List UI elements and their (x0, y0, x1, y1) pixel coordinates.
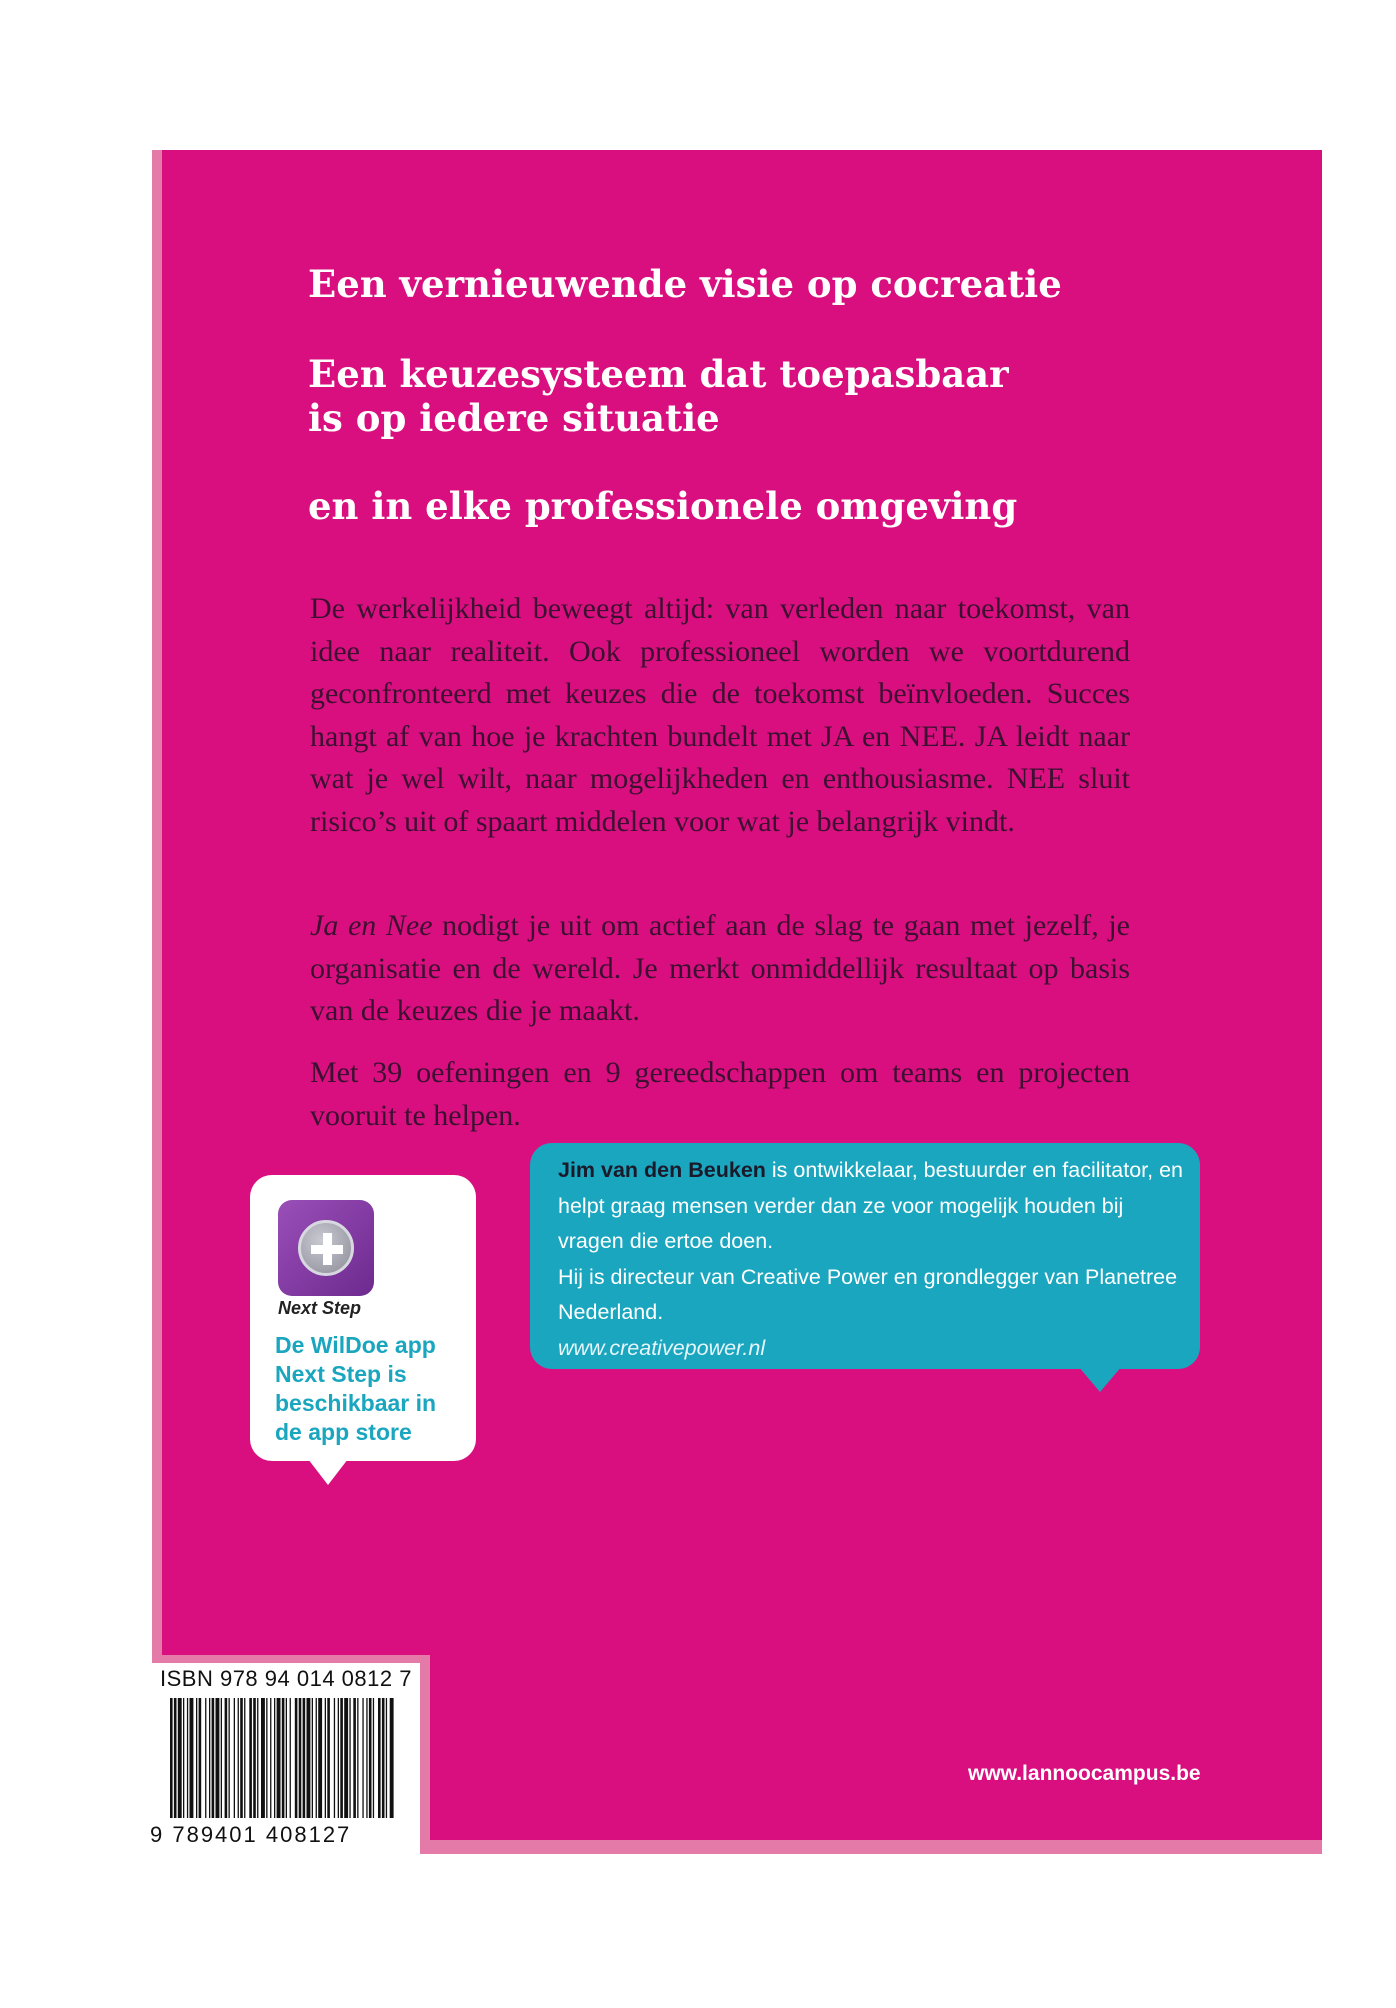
barcode-bar (338, 1698, 339, 1818)
barcode-bar (261, 1698, 265, 1818)
author-website: www.creativepower.nl (558, 1335, 766, 1360)
author-name: Jim van den Beuken (558, 1158, 766, 1182)
barcode-bar (299, 1698, 302, 1818)
heading-line-3: en in elke professionele omgeving (308, 484, 1018, 528)
barcode-bar (390, 1698, 394, 1818)
author-bio-line-1 (558, 1153, 1188, 1260)
app-speech-bubble-tail (308, 1459, 348, 1485)
barcode-bar (183, 1698, 184, 1818)
app-description: De WilDoe app Next Step is beschikbaar in de app store (275, 1332, 437, 1445)
book-title: Ja en Nee (310, 909, 433, 942)
author-speech-bubble-tail (1078, 1366, 1122, 1392)
heading-line-2a: Een keuzesysteem dat toepasbaar (308, 352, 1009, 396)
barcode-bar (253, 1698, 256, 1818)
barcode-bar (212, 1698, 215, 1818)
barcode-bar (225, 1698, 228, 1818)
barcode-bar (174, 1698, 177, 1818)
body-paragraph-1: De werkelijkheid beweegt altijd: van verleden naar toekomst, van idee naar realiteit. Ook professioneel worden we voortdurend geconfronteerd met keuzes die de toekomst beïnvloeden. Succes hangt af van hoe je krachten bundelt met JA en NEE. JA leidt naar wat je wel wilt, naar mogelijkheden en enthousiasme. NEE sluit risico’s uit of spaart middelen voor wat je belangrijk vindt. (310, 592, 1130, 838)
barcode-area-edge (420, 1655, 430, 1854)
barcode-bar (238, 1698, 239, 1818)
barcode-bar (295, 1698, 298, 1818)
barcode-bar (318, 1698, 322, 1818)
barcode-bar (240, 1698, 243, 1818)
body-paragraph-2-text: nodigt je uit om actief aan de slag te gaan met jezelf, je organisatie en de wereld. Je merkt onmiddellijk resultaat op basis van de keuzes die je maakt. (310, 909, 1130, 1027)
barcode-bar (303, 1698, 306, 1818)
barcode-bar (274, 1698, 275, 1818)
isbn-label: ISBN 978 94 014 0812 7 (160, 1666, 412, 1691)
author-bio-text-1: is ontwikkelaar, bestuurder en facilitator, en helpt graag mensen verder dan ze voor mogelijk houden bij vragen die ertoe doen. (558, 1158, 1183, 1253)
barcode-bar (266, 1698, 267, 1818)
heading-line-2b: is op iedere situatie (308, 396, 720, 440)
barcode-bar (286, 1698, 287, 1818)
barcode-bar (277, 1698, 281, 1818)
barcode-bar (386, 1698, 387, 1818)
barcode-bar (290, 1698, 291, 1818)
barcode-bar (249, 1698, 252, 1818)
body-paragraph-2 (310, 905, 1130, 1033)
barcode-bar (366, 1698, 367, 1818)
barcode-bar (353, 1698, 356, 1818)
author-bio-text-2: Hij is directeur van Creative Power en grondlegger van Planetree Nederland. (558, 1264, 1178, 1324)
barcode-area-top-edge (152, 1655, 430, 1663)
barcode-bar (349, 1698, 350, 1818)
barcode-bar (196, 1698, 197, 1818)
barcode-bar (340, 1698, 343, 1818)
barcode-bar (357, 1698, 358, 1818)
barcode-bar (344, 1698, 348, 1818)
app-name: Next Step (278, 1298, 362, 1318)
barcode-bar (170, 1698, 173, 1818)
barcode (170, 1698, 394, 1818)
barcode-bar (270, 1698, 271, 1818)
cover-bottom-edge (430, 1840, 1322, 1854)
barcode-bar (327, 1698, 330, 1818)
barcode-bar (234, 1698, 235, 1818)
barcode-bar (382, 1698, 385, 1818)
barcode-bar (282, 1698, 285, 1818)
body-paragraph-3: Met 39 oefeningen en 9 gereedschappen om teams en projecten vooruit te helpen. (310, 1056, 1130, 1132)
barcode-bar (187, 1698, 188, 1818)
barcode-bar (369, 1698, 372, 1818)
barcode-bar (373, 1698, 374, 1818)
barcode-bar (378, 1698, 381, 1818)
barcode-bar (257, 1698, 258, 1818)
barcode-digits: 9 789401 408127 (150, 1822, 352, 1847)
barcode-bar (244, 1698, 245, 1818)
heading-line-1: Een vernieuwende visie op cocreatie (308, 262, 1062, 306)
barcode-bar (199, 1698, 202, 1818)
barcode-bar (205, 1698, 206, 1818)
barcode-bar (229, 1698, 230, 1818)
barcode-bar (190, 1698, 194, 1818)
barcode-bar (362, 1698, 363, 1818)
next-step-app-icon (278, 1200, 374, 1296)
barcode-bar (178, 1698, 182, 1818)
barcode-bar (307, 1698, 311, 1818)
barcode-bar (325, 1698, 326, 1818)
barcode-bar (316, 1698, 317, 1818)
plus-icon (298, 1220, 354, 1276)
barcode-bar (221, 1698, 222, 1818)
barcode-bar (312, 1698, 313, 1818)
barcode-bar (209, 1698, 210, 1818)
publisher-website: www.lannoocampus.be (968, 1762, 1201, 1785)
barcode-bar (334, 1698, 335, 1818)
author-bio (558, 1153, 1188, 1366)
barcode-bar (216, 1698, 220, 1818)
